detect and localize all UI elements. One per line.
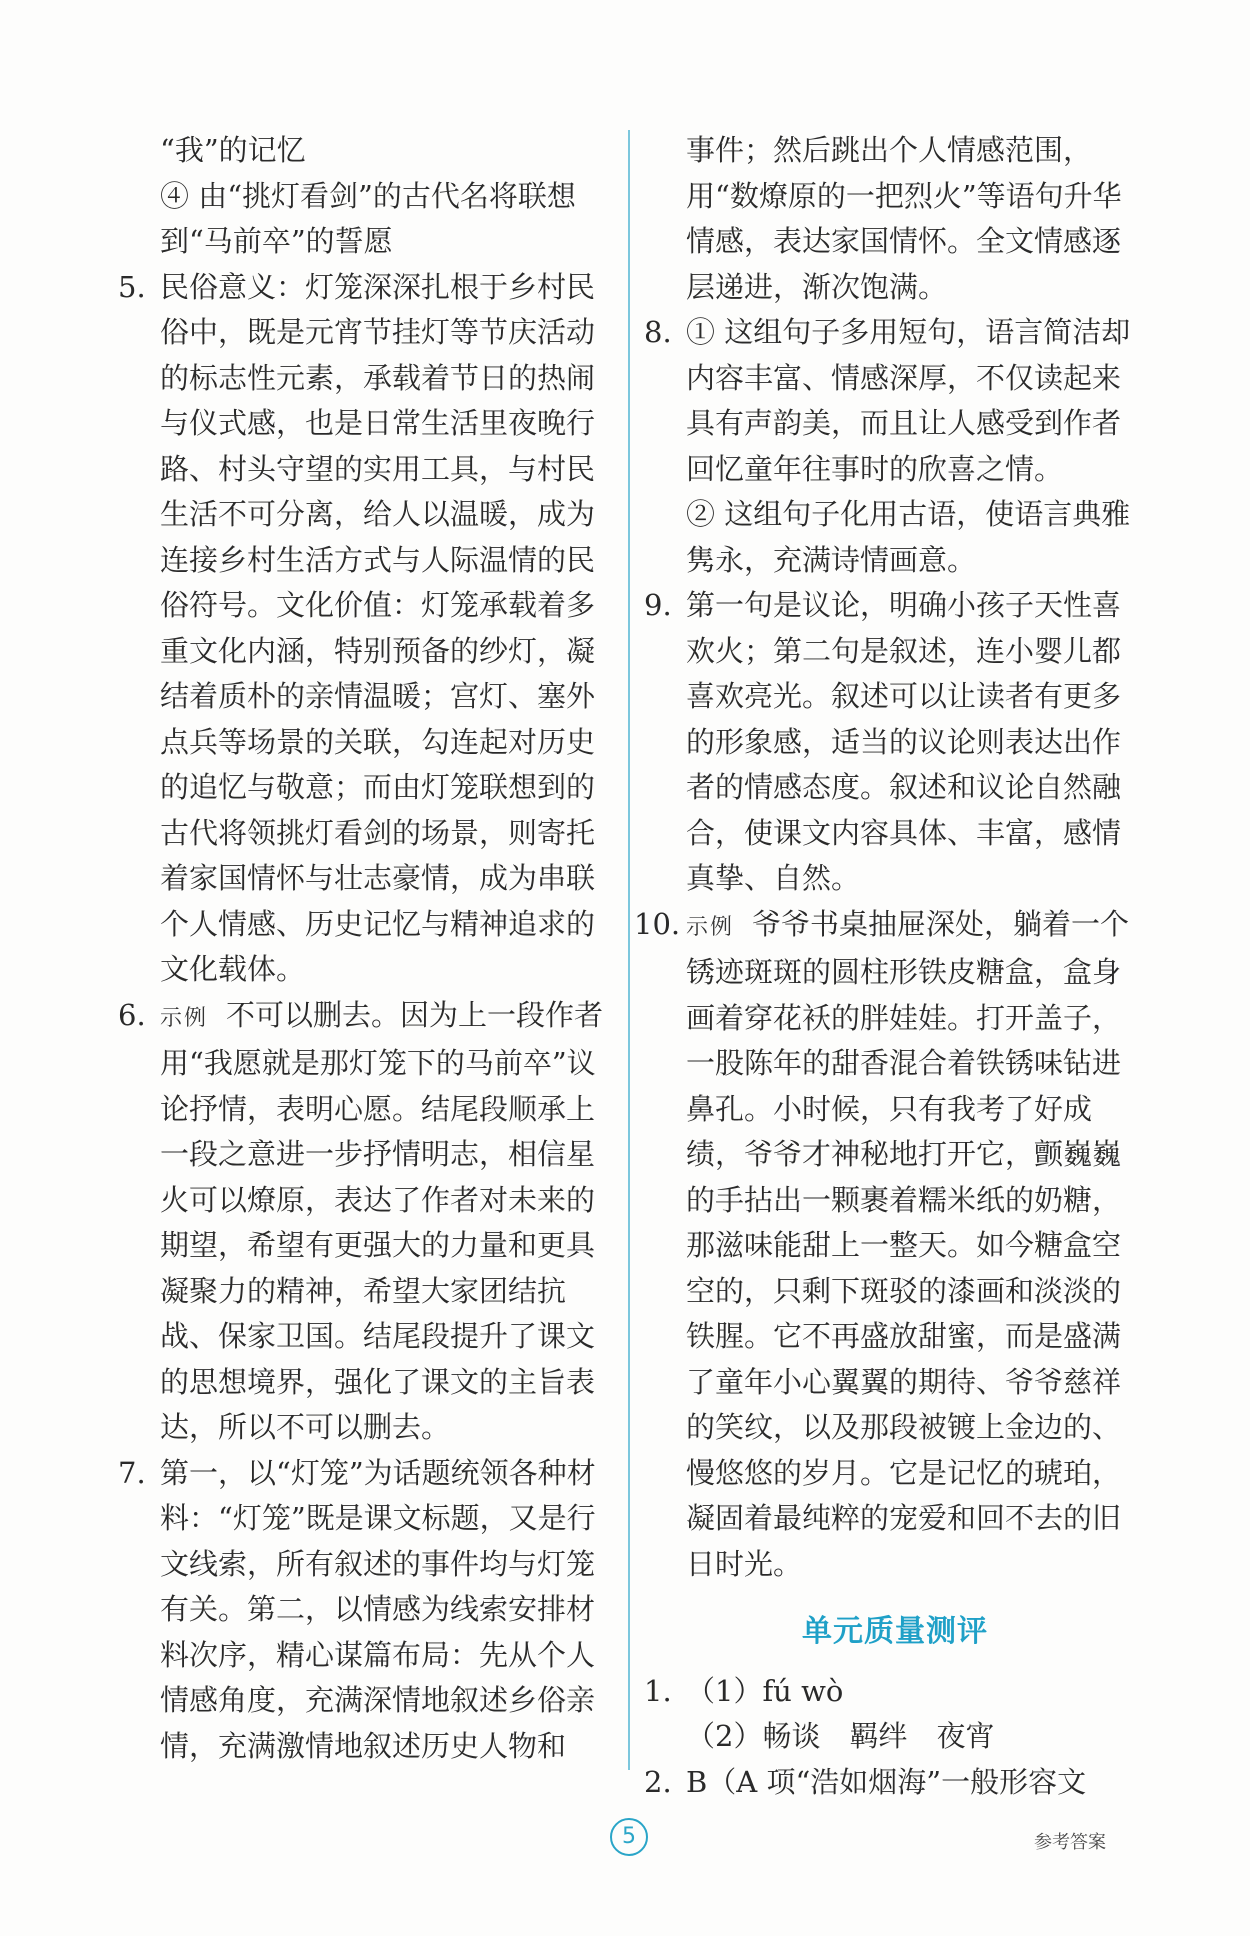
answer-text: （1）fú wò bbox=[686, 1673, 844, 1708]
answer-6 bbox=[118, 993, 604, 1451]
q4-continuation: “我”的记忆 bbox=[160, 133, 306, 167]
answer-1-part2: （2）畅谈 羁绊 夜宵 bbox=[686, 1719, 995, 1753]
answer-1 bbox=[644, 1669, 1140, 1715]
answer-2 bbox=[644, 1760, 1140, 1806]
example-label: 示例 bbox=[160, 1005, 209, 1031]
answer-number: 1. bbox=[644, 1673, 672, 1708]
right-column bbox=[634, 128, 1140, 1805]
answer-number: 9. bbox=[644, 588, 672, 622]
q4-sub4-line2: 到“马前卒”的誓愿 bbox=[160, 224, 393, 258]
answer-text: 第一，以“灯笼”为话题统领各种材料：“灯笼”既是课文标题，又是行文线索，所有叙述的事件均与灯笼有关。第二，以情感为线索安排材料次序，精心谋篇布局：先从个人情感角度，充满深情地叙述乡俗亲情，充满激情地叙述历史人物和 bbox=[160, 1455, 596, 1763]
footer-label: 参考答案 bbox=[1034, 1832, 1106, 1853]
answer-text: 爷爷书桌抽屉深处，躺着一个锈迹斑斑的圆柱形铁皮糖盒，盒身画着穿花袄的胖娃娃。打开盖子，一股陈年的甜香混合着铁锈味钻进鼻孔。小时候，只有我考了好成绩，爷爷才神秘地打开它，颤巍巍的手拈出一颗裹着糯米纸的奶糖，那滋味能甜上一整天。如今糖盒空空的，只剩下斑驳的漆画和淡淡的铁腥。它不再盛放甜蜜，而是盛满了童年小心翼翼的期待、爷爷慈祥的笑纹，以及那段被镀上金边的、慢悠悠的岁月。它是记忆的琥珀，凝固着最纯粹的宠爱和回不去的旧日时光。 bbox=[686, 906, 1130, 1581]
answer-number: 6. bbox=[118, 997, 146, 1032]
answer-8-part2: ② 这组句子化用古语，使语言典雅隽永，充满诗情画意。 bbox=[686, 497, 1131, 577]
answer-text: B（A 项“浩如烟海”一般形容文 bbox=[686, 1764, 1087, 1799]
answer-number: 7. bbox=[118, 1455, 146, 1490]
answer-5 bbox=[118, 265, 604, 993]
q4-sub4-line1: ④ 由“挑灯看剑”的古代名将联想 bbox=[160, 178, 576, 213]
answer-number: 8. bbox=[644, 315, 672, 349]
answer-8 bbox=[644, 310, 1140, 492]
answer-number: 5. bbox=[118, 269, 146, 304]
section-title: 单元质量测评 bbox=[802, 1614, 988, 1649]
left-column bbox=[118, 128, 604, 1769]
q7-continuation: 事件；然后跳出个人情感范围，用“数燎原的一把烈火”等语句升华情感，表达家国情怀。全文情感逐层递进，渐次饱满。 bbox=[686, 133, 1122, 304]
example-label: 示例 bbox=[686, 914, 735, 940]
answer-7 bbox=[118, 1451, 604, 1770]
page-number: 5 bbox=[610, 1818, 648, 1856]
answer-text: ① 这组句子多用短句，语言简洁却内容丰富、情感深厚，不仅读起来具有声韵美，而且让人感受到作者回忆童年往事时的欣喜之情。 bbox=[686, 315, 1131, 486]
answer-text: 民俗意义：灯笼深深扎根于乡村民俗中，既是元宵节挂灯等节庆活动的标志性元素，承载着节日的热闹与仪式感，也是日常生活里夜晚行路、村头守望的实用工具，与村民生活不可分离，给人以温暖，成为连接乡村生活方式与人际温情的民俗符号。文化价值：灯笼承载着多重文化内涵，特别预备的纱灯，凝结着质朴的亲情温暖；宫灯、塞外点兵等场景的关联，勾连起对历史的追忆与敬意；而由灯笼联想到的古代将领挑灯看剑的场景，则寄托着家国情怀与壮志豪情，成为串联个人情感、历史记忆与精神追求的文化载体。 bbox=[160, 269, 596, 986]
answer-10 bbox=[634, 902, 1140, 1588]
answer-text: 第一句是议论，明确小孩子天性喜欢火；第二句是叙述，连小婴儿都喜欢亮光。叙述可以让读者有更多的形象感，适当的议论则表达出作者的情感态度。叙述和议论自然融合，使课文内容具体、丰富，感情真挚、自然。 bbox=[686, 588, 1122, 895]
answer-number: 2. bbox=[644, 1764, 672, 1799]
answer-9 bbox=[644, 583, 1140, 902]
answer-number: 10. bbox=[634, 906, 681, 941]
answer-text: 不可以删去。因为上一段作者用“我愿就是那灯笼下的马前卒”议论抒情，表明心愿。结尾段顺承上一段之意进一步抒情明志，相信星火可以燎原，表达了作者对未来的期望，希望有更强大的力量和更具凝聚力的精神，希望大家团结抗战、保家卫国。结尾段提升了课文的思想境界，强化了课文的主旨表达，所以不可以删去。 bbox=[160, 997, 604, 1444]
column-divider bbox=[628, 130, 630, 1770]
